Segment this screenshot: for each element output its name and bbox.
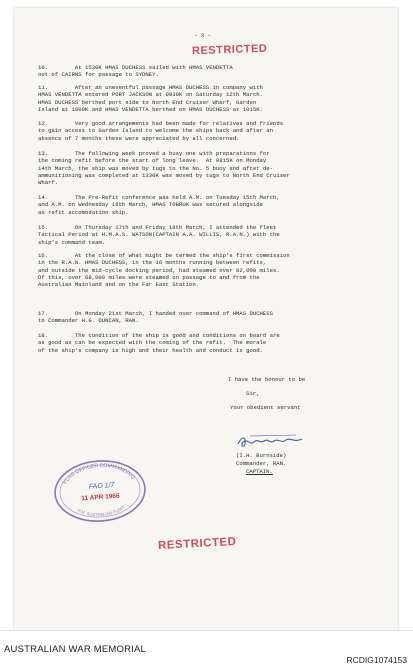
stamp-bottom-text: H.M. AUSTRALIAN FLEET [76, 504, 126, 518]
paragraph-line: in the R.A.N. HMAS DUCHESS, in the 16 months running between refits, [38, 259, 267, 267]
paragraph-line: ship's command team. [38, 238, 106, 246]
closing-servant: Your obedient servant [230, 404, 301, 411]
paragraph-line: Wharf. [38, 179, 59, 187]
paragraph-line: to gain access to Garden Island to welcome the ships back and after an [38, 127, 273, 135]
paragraph-line: 18. The condition of the ship is good and conditions on board are [38, 332, 280, 339]
stamp-initials: FAO 1/7 [88, 481, 115, 491]
paragraph-line: 16. At the close of what might be termed the ship's first commission [38, 252, 290, 259]
paragraph-line: HMAS DUCHESS berthed port side to North End Cruiser Wharf, Garden [38, 98, 257, 106]
paragraph-line: and outside the mid-cycle docking period, had steamed over 82,000 miles. [38, 266, 280, 274]
received-stamp [50, 455, 150, 528]
paragraph-line: to Commander H.G. DUNCAN, RAN. [38, 317, 139, 325]
stamp-top-text: FLAG OFFICER COMMANDING [62, 462, 136, 486]
signature [236, 432, 306, 450]
signatory-rank: Commander, RAN. [236, 460, 287, 467]
stamp-date: 11 APR 1966 [81, 492, 120, 503]
paragraph-line: 13. The following week proved a busy one with preparations for [38, 150, 270, 157]
paragraph-11 [38, 84, 378, 113]
paragraph-line: of the ship's company is high and their health and conduct is good. [38, 346, 263, 354]
paragraph-line: HMAS VENDETTA entered PORT JACKSON at 0930K on Saturday 12th March. [38, 91, 263, 99]
paragraph-18 [38, 332, 378, 354]
paragraph-12 [38, 120, 378, 142]
svg-text:H.M. AUSTRALIAN FLEET [76, 504, 126, 519]
paragraph-16 [38, 252, 378, 288]
paragraph-line: Of this, over 68,000 miles were steamed on passage to and from the [38, 273, 260, 281]
signatory-title: CAPTAIN. [246, 468, 273, 475]
paragraph-line: Tactical Period at H.M.A.S. WATSON(CAPTAIN A.A. WILLIS, R.A.N.) with the [38, 231, 280, 239]
paragraph-line: 10. At 1530K HMAS DUCHESS sailed with HMAS VENDETTA [38, 64, 233, 71]
paragraph-line: absence of 7 months these were appreciated by all concerned. [38, 134, 240, 142]
paragraph-line: 11. After an uneventful passage HMAS DUCHESS in company with [38, 84, 263, 91]
signatory-name: (I.H. Burnside) [236, 452, 287, 459]
institution-name: AUSTRALIAN WAR MEMORIAL [4, 644, 147, 655]
paragraph-line: the coming refit before the start of long leave. At 0815K on Monday [38, 157, 267, 165]
restricted-stamp-bottom: RESTRICTED [157, 535, 237, 553]
paragraph-line: 17. On Monday 21st March, I handed over command of HMAS DUCHESS [38, 310, 273, 317]
paragraph-line: 14. The Pre-Refit conference was held A.M. on Tuesday 15th March, [38, 194, 280, 201]
paragraph-14 [38, 194, 378, 216]
paragraph-17 [38, 310, 378, 325]
record-id: RCDIG1074153 [346, 655, 407, 665]
restricted-stamp-top: RESTRICTED [191, 42, 268, 58]
paragraph-line: out of CAIRNS for passage to SYDNEY. [38, 71, 159, 79]
paragraph-line: 14th March, the ship was moved by tugs to the No. 5 buoy and after de- [38, 164, 273, 172]
paragraph-15 [38, 224, 378, 246]
paragraph-line: Island at 1000K and HMAS VENDETTA berthed on HMAS DUCHESS at 1015K. [38, 105, 263, 113]
paragraph-line: as refit accomodation ship. [38, 208, 129, 216]
document-page [14, 8, 398, 630]
closing-sir: Sir, [246, 390, 260, 397]
paragraph-line: ammunitioning was completed at 1330K was moved by tugs to North End Cruiser [38, 171, 290, 179]
paragraph-line: 12. Very good arrangements had been made for relatives and friends [38, 120, 284, 127]
paragraph-line: 15. On Thursday 17th and Friday 18th March, I attended the fleet [38, 224, 277, 231]
paragraph-line: Australian Mainland and on the Far East Station. [38, 281, 200, 289]
paragraph-10 [38, 64, 378, 79]
page-number: - 3 - [194, 32, 211, 39]
closing-honour: I have the honour to be [228, 376, 306, 383]
paragraph-13 [38, 150, 378, 186]
paragraph-line: and A.M. on Wednesday 16th March, HMAS TOBRUK was secured alongside [38, 201, 263, 209]
paragraph-line: as good as can be expected with the coming of the refit. The morale [38, 339, 267, 347]
archive-footer [0, 630, 413, 667]
